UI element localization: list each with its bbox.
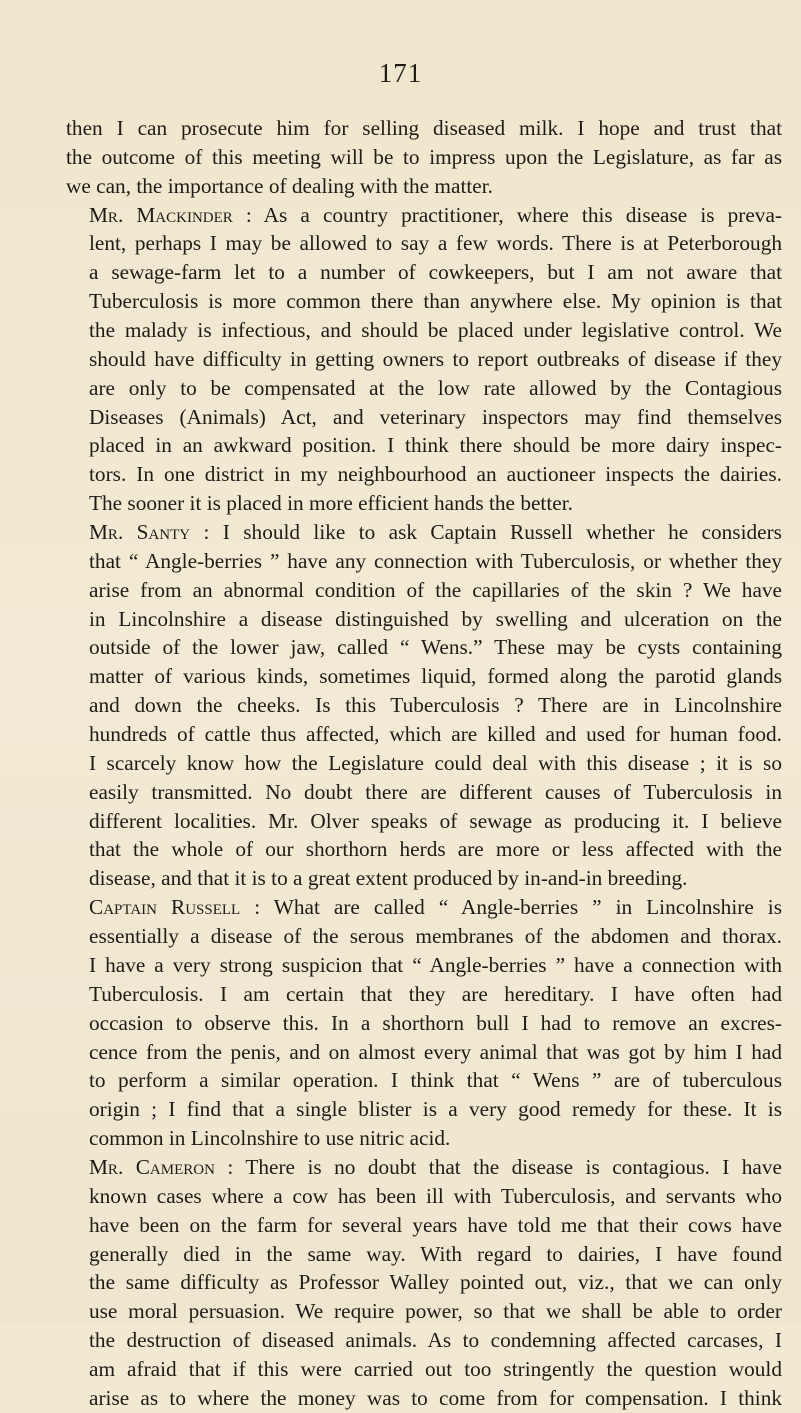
text-line	[66, 374, 782, 403]
line-text: I scarcely know how the Legislature could deal with this disease ; it is so	[89, 750, 782, 775]
text-line	[66, 1095, 782, 1124]
line-text: easily transmitted. No doubt there are different causes of Tuberculosis in	[89, 779, 782, 804]
line-text: : There is no doubt that the disease is contagious. I have	[214, 1154, 782, 1179]
text-line	[66, 951, 782, 980]
text-line	[66, 345, 782, 374]
text-line	[66, 229, 782, 258]
text-line	[66, 1182, 782, 1211]
text-line	[66, 633, 782, 662]
page-number: 171	[378, 58, 423, 88]
text-line	[66, 1211, 782, 1240]
text-line	[66, 749, 782, 778]
paragraph	[66, 114, 782, 201]
line-text: the destruction of diseased animals. As to condemning affected carcases, I	[89, 1328, 782, 1353]
text-line	[66, 864, 782, 893]
text-line	[66, 403, 782, 432]
line-text: different localities. Mr. Olver speaks of sewage as producing it. I believe	[89, 808, 782, 833]
text-line	[66, 143, 782, 172]
text-line	[66, 258, 782, 287]
line-text: in Lincolnshire a disease distinguished by swelling and ulceration on the	[89, 606, 782, 631]
speaker-name: Mr. Mackinder	[89, 202, 233, 227]
line-text: have been on the farm for several years have told me that their cows have	[89, 1212, 782, 1237]
line-text: I have a very strong suspicion that “ Angle-berries ” have a connection with	[89, 952, 782, 977]
text-line	[66, 1297, 782, 1326]
text-line	[66, 1153, 782, 1182]
text-line	[66, 980, 782, 1009]
line-text: arise as to where the money was to come from for compensation. I think	[89, 1385, 782, 1410]
text-line	[66, 662, 782, 691]
line-text: placed in an awkward position. I think there should be more dairy inspec-	[89, 433, 782, 458]
line-text: lent, perhaps I may be allowed to say a few words. There is at Peterborough	[89, 231, 782, 256]
text-line	[66, 316, 782, 345]
speaker-name: Captain Russell	[89, 895, 241, 920]
text-line	[66, 807, 782, 836]
line-text: the same difficulty as Professor Walley pointed out, viz., that we can only	[89, 1270, 782, 1295]
line-text: and down the cheeks. Is this Tuberculosis ? There are in Lincolnshire	[89, 693, 782, 718]
text-line	[66, 778, 782, 807]
line-text: cence from the penis, and on almost every animal that was got by him I had	[89, 1039, 782, 1064]
text-line	[66, 1009, 782, 1038]
line-text: should have difficulty in getting owners to report outbreaks of disease if they	[89, 346, 782, 371]
line-text: : What are called “ Angle-berries ” in Lincolnshire is	[240, 895, 782, 920]
paragraph	[66, 1153, 782, 1413]
line-text: use moral persuasion. We require power, so that we shall be able to order	[89, 1299, 782, 1324]
line-text: The sooner it is placed in more efficient hands the better.	[89, 491, 573, 516]
text-line	[66, 1384, 782, 1413]
line-text: Tuberculosis is more common there than anywhere else. My opinion is that	[89, 289, 782, 314]
line-text: tors. In one district in my neighbourhood an auctioneer inspects the dairies.	[89, 462, 782, 487]
line-text: we can, the importance of dealing with the matter.	[66, 173, 493, 198]
line-text: Tuberculosis. I am certain that they are hereditary. I have often had	[89, 981, 782, 1006]
line-text: origin ; I find that a single blister is a very good remedy for these. It is	[89, 1097, 782, 1122]
line-text: outside of the lower jaw, called “ Wens.” These may be cysts containing	[89, 635, 782, 660]
text-line	[66, 460, 782, 489]
text-line	[66, 1326, 782, 1355]
text-line	[66, 431, 782, 460]
line-text: matter of various kinds, sometimes liquid, formed along the parotid glands	[89, 664, 782, 689]
paragraph	[66, 518, 782, 893]
line-text: that “ Angle-berries ” have any connection with Tuberculosis, or whether they	[89, 548, 782, 573]
paragraph	[66, 893, 782, 1153]
line-text: that the whole of our shorthorn herds are more or less affected with the	[89, 837, 782, 862]
text-line	[66, 605, 782, 634]
text-line	[66, 114, 782, 143]
line-text: then I can prosecute him for selling diseased milk. I hope and trust that	[66, 116, 782, 140]
line-text: am afraid that if this were carried out too stringently the question would	[89, 1356, 782, 1381]
line-text: arise from an abnormal condition of the capillaries of the skin ? We have	[89, 577, 782, 602]
text-line	[66, 835, 782, 864]
line-text: a sewage-farm let to a number of cowkeepers, but I am not aware that	[89, 260, 782, 285]
line-text: disease, and that it is to a great extent produced by in-and-in breeding.	[89, 866, 688, 891]
text-line	[66, 1240, 782, 1269]
text-line	[66, 287, 782, 316]
paragraph	[66, 201, 782, 518]
line-text: are only to be compensated at the low rate allowed by the Contagious	[89, 375, 782, 400]
text-line	[66, 1066, 782, 1095]
text-line	[66, 1268, 782, 1297]
text-line	[66, 201, 782, 230]
text-line	[66, 922, 782, 951]
line-text: occasion to observe this. In a shorthorn bull I had to remove an excres-	[89, 1010, 782, 1035]
text-line	[66, 893, 782, 922]
text-line	[66, 691, 782, 720]
speaker-name: Mr. Cameron	[89, 1154, 215, 1179]
line-text: common in Lincolnshire to use nitric acid.	[89, 1126, 451, 1151]
line-text: essentially a disease of the serous membranes of the abdomen and thorax.	[89, 924, 782, 949]
speaker-name: Mr. Santy	[89, 520, 191, 545]
text-line	[66, 172, 782, 201]
text-line	[66, 720, 782, 749]
line-text: : As a country practitioner, where this disease is preva-	[232, 202, 782, 227]
text-line	[66, 518, 782, 547]
line-text: : I should like to ask Captain Russell whether he considers	[190, 520, 782, 545]
line-text: to perform a similar operation. I think that “ Wens ” are of tuberculous	[89, 1068, 782, 1093]
text-line	[66, 1038, 782, 1067]
line-text: the outcome of this meeting will be to impress upon the Legislature, as far as	[66, 144, 782, 169]
line-text: the malady is infectious, and should be placed under legislative control. We	[89, 318, 782, 343]
text-line	[66, 547, 782, 576]
line-text: generally died in the same way. With regard to dairies, I have found	[89, 1241, 782, 1266]
text-line	[66, 1124, 782, 1153]
text-line	[66, 576, 782, 605]
line-text: hundreds of cattle thus affected, which are killed and used for human food.	[89, 722, 782, 747]
text-line	[66, 1355, 782, 1384]
line-text: Diseases (Animals) Act, and veterinary inspectors may find themselves	[89, 404, 782, 429]
body-text	[66, 114, 782, 1413]
line-text: known cases where a cow has been ill with Tuberculosis, and servants who	[89, 1183, 782, 1208]
text-line	[66, 489, 782, 518]
